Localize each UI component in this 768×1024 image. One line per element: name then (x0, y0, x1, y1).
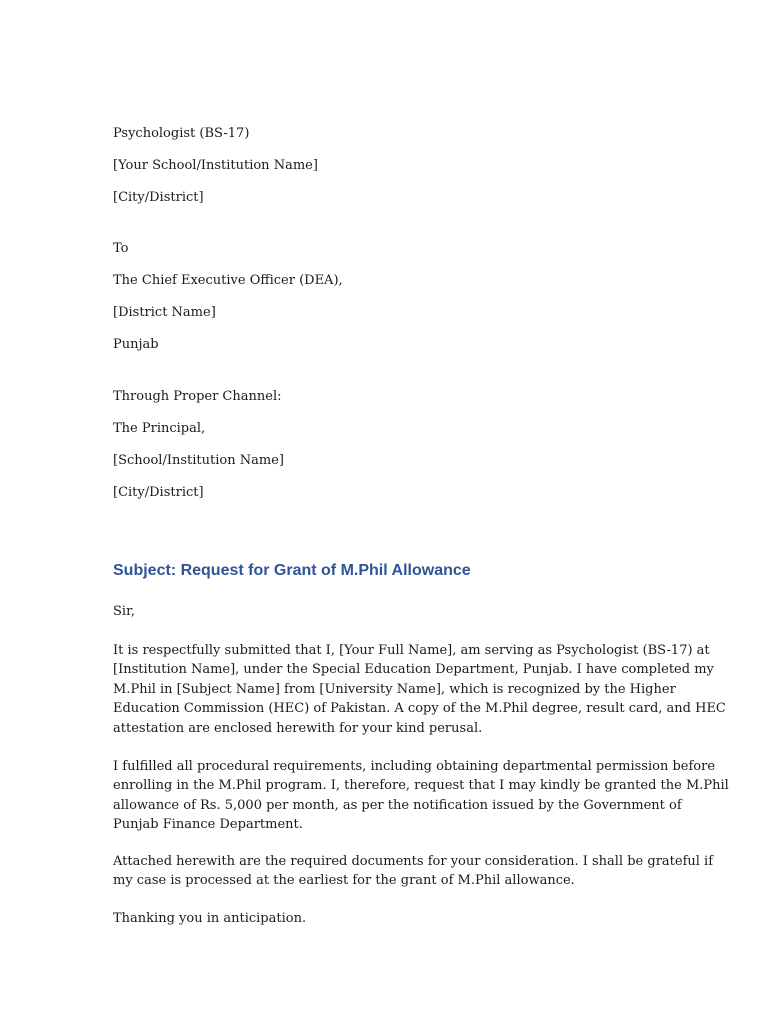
closing-line: Thanking you in anticipation. (113, 911, 307, 926)
paragraph-line: attestation are enclosed herewith for your kind perusal. (113, 720, 483, 736)
subject-heading: Subject: Request for Grant of M.Phil Allowance (113, 562, 471, 579)
paragraph-line: I fulfilled all procedural requirements, including obtaining departmental permission before (113, 759, 716, 774)
paragraph-line: enrolling in the M.Phil program. I, therefore, request that I may kindly be granted the M.Phil (113, 778, 729, 794)
paragraph-1 (113, 641, 726, 738)
paragraph-2 (113, 757, 729, 835)
recipient-to: To (113, 241, 129, 256)
channel-city: [City/District] (113, 485, 204, 500)
channel-institution: [School/Institution Name] (113, 453, 284, 468)
paragraph-line: [Institution Name], under the Special Education Department, Punjab. I have completed my (113, 662, 714, 678)
paragraph-line: Education Commission (HEC) of Pakistan. A copy of the M.Phil degree, result card, and HEC (113, 701, 726, 717)
paragraph-line: Punjab Finance Department. (113, 817, 303, 833)
sender-institution: [Your School/Institution Name] (113, 158, 318, 173)
paragraph-line: M.Phil in [Subject Name] from [University Name], which is recognized by the Higher (113, 681, 676, 697)
paragraph-3 (113, 852, 714, 891)
recipient-district: [District Name] (113, 305, 216, 320)
recipient-title: The Chief Executive Officer (DEA), (113, 273, 343, 288)
paragraph-line: It is respectfully submitted that I, [Your Full Name], am serving as Psychologist (BS-17) at (113, 643, 710, 658)
paragraph-line: allowance of Rs. 5,000 per month, as per the notification issued by the Government of (113, 797, 682, 813)
paragraph-line: my case is processed at the earliest for the grant of M.Phil allowance. (113, 873, 575, 889)
paragraph-line: Attached herewith are the required documents for your consideration. I shall be grateful if (113, 854, 714, 869)
channel-label: Through Proper Channel: (113, 389, 282, 404)
sender-designation: Psychologist (BS-17) (113, 126, 250, 141)
channel-principal: The Principal, (113, 421, 206, 436)
salutation: Sir, (113, 604, 135, 619)
recipient-province: Punjab (113, 337, 159, 352)
sender-city: [City/District] (113, 190, 204, 205)
